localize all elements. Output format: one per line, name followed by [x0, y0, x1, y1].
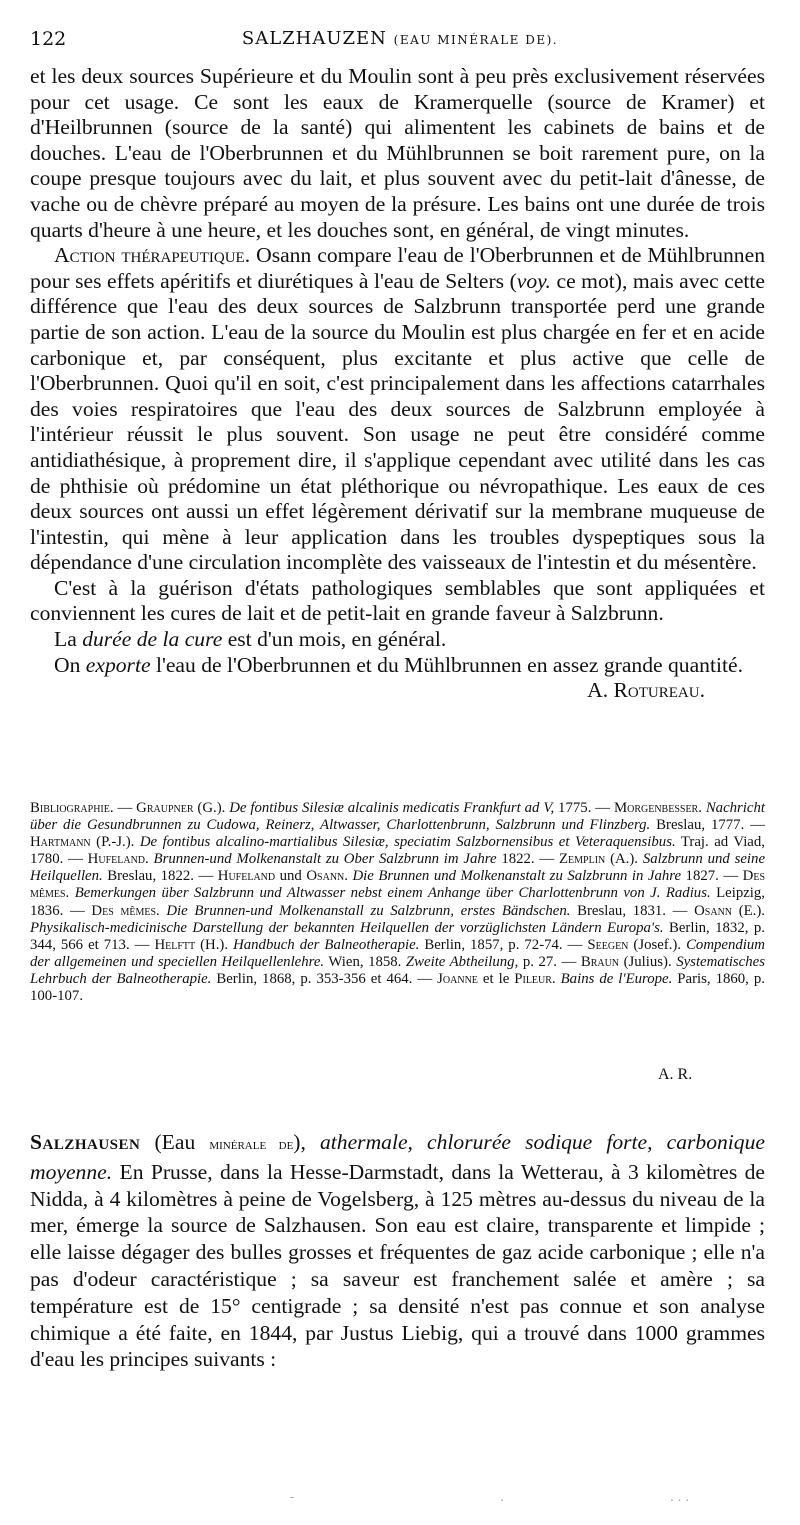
bib-title: Systematisches Lehrbuch der Balneotherapie. — [30, 953, 765, 987]
page-header — [30, 28, 770, 58]
bib-title: Handbuch der Balneotherapie. — [233, 936, 420, 953]
paragraph-cures: C'est à la guérison d'états pathologiques semblables que sont appliquées et conviennent les cures de lait et de petit-lait en grande faveur à Salzbrunn. — [30, 575, 765, 626]
bib-title: Die Brunnen-und Molkenanstall zu Salzbrunn, erstes Bändschen. — [166, 902, 571, 919]
emphasis: durée de la cure — [82, 627, 223, 652]
bib-title: Nachricht über die Gesundbrunnen zu Cudowa, Reinerz, Altwasser, Charlottenbrunn, Salzbrunn und Flinzberg. — [30, 800, 765, 834]
bib-text: (P.-J.). — [90, 834, 140, 851]
footer-marks — [0, 1490, 800, 1510]
running-title: SALZHAUZEN — [241, 28, 387, 49]
paragraph-duration — [30, 627, 765, 653]
bib-text: 1822. — — [496, 851, 560, 868]
running-subtitle: (EAU MINÉRALE DE). — [393, 33, 559, 47]
bib-title: Die Brunnen und Molkenanstalt zu Salzbrunn in Jahre — [352, 868, 682, 885]
entry-lemma-open: (Eau — [140, 1130, 210, 1154]
bib-text: — — [113, 800, 137, 816]
bib-author: Seegen — [587, 936, 629, 953]
bib-text: Berlin, 1857, p. 72-74. — — [419, 936, 588, 953]
footer-mark: . . . — [670, 1490, 690, 1504]
paragraph-usage: et les deux sources Supérieure et du Moulin sont à peu près exclusivement réservées pour cet usage. Ce sont les eaux de Kramerquelle (source de Kramer) et d'Heilbrunnen (source de la santé) qui alimentent les cabinets de bains et de douches. L'eau de l'Oberbrunnen et du Mühlbrunnen se boit rarement pure, on la coupe presque toujours avec du lait, et plus souvent avec du petit-lait d'ânesse, de vache ou de chèvre préparé au moyen de la présure. Les bains ont une durée de trois quarts d'heure à une heure, et les douches sont, en général, de vingt minutes. — [30, 64, 765, 242]
paragraph-text: est d'un mois, en général. — [222, 627, 447, 652]
bib-author: Zemplin — [559, 851, 606, 868]
bib-author: Des mêmes. — [91, 902, 160, 919]
bib-text: (E.). — [732, 902, 765, 919]
paragraph-text: Osann compare l'eau de l'Oberbrunnen et de Mühlbrunnen pour ses effets apéritifs et diurétiques à l'eau de Selters ( — [30, 243, 765, 293]
cross-reference: voy. — [516, 268, 551, 293]
main-text — [30, 64, 765, 704]
bib-text: Breslau, 1777. — — [650, 817, 765, 834]
running-head — [30, 28, 770, 49]
bib-author: Hartmann — [30, 834, 91, 851]
bib-text: Traj. ad Viad, 1780. — — [30, 834, 765, 868]
bib-text: Paris, 1860, p. 100-107. — [30, 970, 765, 1005]
bib-text: et le — [477, 970, 515, 987]
entry-qualifiers: athermale, chlorurée sodique forte, carbonique moyenne. — [30, 1130, 765, 1184]
bib-text: 1827. — — [681, 868, 743, 885]
author-signature: A. Rotureau. — [587, 678, 705, 703]
entry-lemma-close: ), — [293, 1130, 320, 1154]
bib-text: Berlin, 1868, p. 353-356 et 464. — — [211, 970, 438, 987]
bib-title: Bains de l'Europe. — [560, 970, 673, 987]
entry-lemma-sub: minérale de — [209, 1137, 294, 1153]
entry-lemma: Salzhausen — [30, 1130, 141, 1154]
bib-text: Wien, 1858. — [324, 953, 406, 970]
bib-text: Leipzig, 1836. — — [30, 885, 766, 919]
footer-mark: - — [290, 1490, 295, 1504]
bib-author: Joanne — [437, 970, 478, 987]
footer-mark: . — [500, 1490, 504, 1504]
bib-text: (H.). — [195, 936, 234, 953]
bib-text: p. 27. — — [518, 953, 581, 970]
bib-text: (Julius). — [619, 953, 677, 970]
bib-text: Breslau, 1822. — — [102, 868, 218, 885]
entry-text: En Prusse, dans la Hesse-Darmstadt, dans la Wetterau, à 3 kilomètres de Nidda, à 4 kilomètres à peine de Vogelsberg, à 125 mètres au-dessus du niveau de la mer, émerge la source de Salzhausen. Son eau est claire, transparente et limpide ; elle laisse dégager des bulles grosses et fréquentes de gaz acide carbonique ; elle n'a pas d'odeur caractéristique ; sa saveur est franchement salée et amère ; sa température est de 15° centigrade ; sa densité n'est pas connue et son analyse chimique a été faite, en 1844, par Justus Liebig, qui a trouvé dans 1000 grammes d'eau les principes suivants : — [30, 1159, 765, 1372]
bib-author: Hufeland. — [87, 851, 149, 868]
section-heading: Action thérapeutique. — [54, 243, 251, 268]
bib-title: Bemerkungen über Salzbrunn und Altwasser nebst einem Anhange über Charlottenbrunn von J. Radius. — [74, 885, 711, 902]
bib-text: und — [275, 868, 307, 885]
bib-text: Breslau, 1831. — — [570, 902, 695, 919]
emphasis: exporte — [85, 652, 151, 677]
bib-text: (G.). — [193, 800, 230, 816]
bib-author: Bibliographie. — [30, 800, 114, 816]
bib-author: Braun — [580, 953, 620, 970]
bib-title: Salzbrunn und seine Heilquellen. — [30, 851, 766, 885]
bib-text: (A.). — [605, 851, 643, 868]
bib-title: Brunnen-und Molkenanstalt zu Ober Salzbrunn im Jahre — [153, 851, 497, 868]
paragraph-text: On — [54, 652, 86, 677]
bibliography — [30, 800, 765, 1005]
entry-salzhausen — [30, 1129, 765, 1373]
bib-title: Physikalisch-medicinische Darstellung der bekannten Heilquellen der vorzüglichsten Ländern Europa's. — [30, 919, 664, 936]
bib-author: Hufeland — [217, 868, 276, 885]
bib-author: Graupner — [136, 800, 194, 816]
bib-text: 1775. — — [554, 800, 614, 816]
bib-author: Osann. — [306, 868, 348, 885]
bib-text: Berlin, 1832, p. 344, 566 et 713. — — [30, 919, 765, 953]
paragraph-therapeutic-action — [30, 243, 765, 576]
bib-author: Pileur. — [514, 970, 556, 987]
bib-title: De fontibus Silesiæ alcalinis medicatis Frankfurt ad V, — [229, 800, 555, 816]
bib-author: Des mêmes. — [30, 868, 766, 902]
bib-author: Morgenbesser. — [613, 800, 702, 816]
bib-text: (Josef.). — [628, 936, 687, 953]
bib-title: Compendium der allgemeinen und speciellen Heilquellenlehre. — [30, 936, 765, 970]
bib-author: Helftt — [154, 936, 196, 953]
bib-title: Zweite Abtheilung, — [405, 953, 519, 970]
bib-title: De fontibus alcalino-martialibus Silesiæ, speciatim Salzbornensibus et Veteraquensibus. — [139, 834, 676, 851]
bib-author: Osann — [694, 902, 733, 919]
page-number: 122 — [30, 28, 67, 50]
paragraph-text: La — [54, 627, 83, 652]
paragraph-text: l'eau de l'Oberbrunnen et du Mühlbrunnen en assez grande quantité. — [150, 652, 743, 677]
paragraph-text: ce mot), mais avec cette différence que l'eau des deux sources de Salzbrunn transportée perd une grande partie de son action. L'eau de la source du Moulin est plus chargée en fer et en acide carbonique et, par conséquent, plus excitante et plus active que celle de l'Oberbrunnen. Quoi qu'il en soit, c'est principalement dans les affections catarrhales des voies respiratoires que l'eau des deux sources de Salzbrunn employée à l'intérieur réussit le plus souvent. Son usage ne peut être considéré comme antidiathésique, à proprement dire, il s'applique cependant avec utilité dans les cas de phthisie où prédomine un état pléthorique ou névropathique. Les eaux de ces deux sources ont aussi un effet légèrement dérivatif sur la membrane muqueuse de l'intestin, qui mène à leur application dans les troubles dyspeptiques sous la dépendance d'une circulation incomplète des vaisseaux de l'intestin et du mésentère. — [30, 268, 765, 575]
bibliography-signature: A. R. — [658, 1066, 693, 1083]
paragraph-export — [30, 652, 765, 703]
